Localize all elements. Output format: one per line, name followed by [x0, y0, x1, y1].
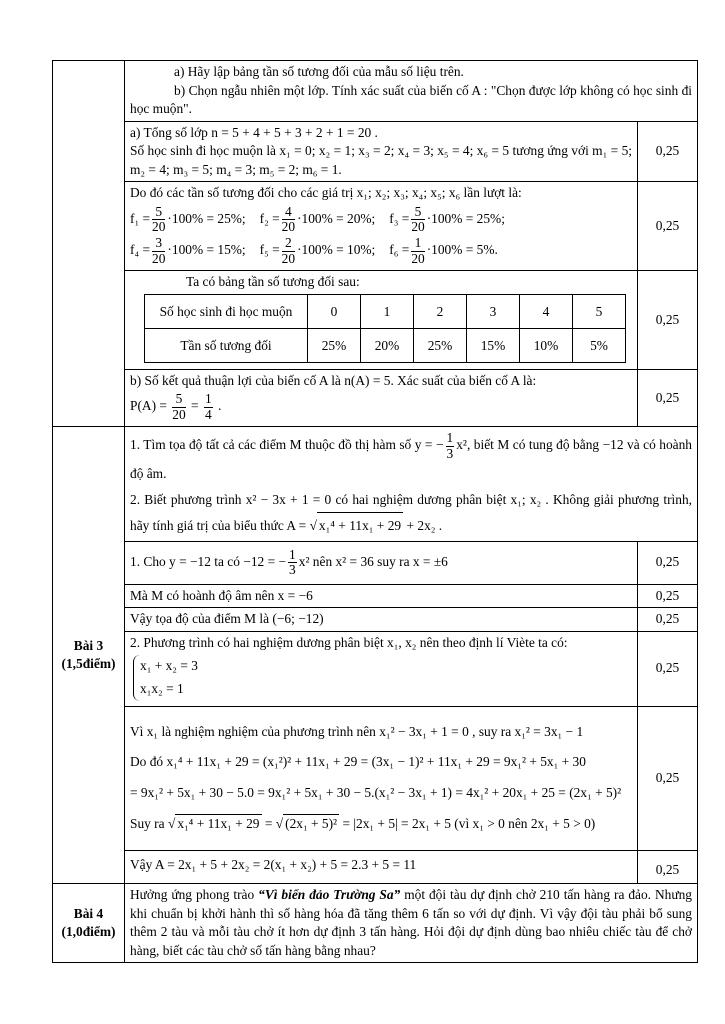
solution-cell: Vậy tọa độ của điểm M là (−6; −12)	[125, 608, 638, 632]
bai4-label-cell	[53, 884, 125, 963]
relative-frequency-formula	[389, 203, 505, 234]
formula-text: 1. Tìm tọa độ tất cả các điểm M thuộc đồ thị hàm số y = −	[130, 437, 444, 453]
numerator: 3	[152, 236, 165, 251]
fraction	[172, 392, 185, 422]
formula-text: f₆ =	[389, 242, 410, 258]
denominator: 4	[204, 406, 212, 422]
fraction	[152, 236, 165, 266]
problem-label: Bài 3	[73, 637, 104, 653]
sqrt-expression: √ x₁⁴ + 11x₁ + 29	[168, 816, 262, 831]
question-part-1	[130, 431, 692, 486]
freq-cell: 25%	[308, 328, 361, 362]
question-cell	[125, 61, 698, 122]
campaign-name: “Vì biển đảo Trường Sa”	[258, 887, 401, 903]
freq-cell: 5%	[573, 328, 626, 362]
solution-text: b) Số kết quả thuận lợi của biến cố A là n(A) = 5. Xác suất của biến cố A là:	[130, 372, 537, 388]
numerator: 5	[172, 392, 185, 407]
formula-text: f₄ =	[130, 242, 151, 258]
formula-text: f₂ =	[259, 210, 280, 226]
score-cell: 0,25	[638, 121, 698, 182]
numerator: 1	[446, 430, 454, 446]
question-row	[53, 427, 698, 541]
bai3-label-cell	[53, 427, 125, 884]
sqrt-radicand: x₁⁴ + 11x₁ + 29	[175, 814, 261, 834]
numerator: 4	[282, 205, 295, 220]
score-cell: 0,25	[638, 369, 698, 426]
relative-frequency-formula	[259, 203, 376, 234]
denominator: 20	[281, 218, 296, 234]
score-cell: 0,25	[638, 631, 698, 706]
question-row	[53, 884, 698, 963]
freq-cell: 15%	[467, 328, 520, 362]
formula-text: f₃ =	[389, 210, 410, 226]
formula-text: ·100% = 25%;	[426, 210, 505, 226]
fraction	[204, 392, 213, 422]
formula-row	[130, 205, 632, 235]
numerator: 5	[411, 205, 424, 220]
freq-row-values	[145, 294, 626, 328]
freq-row-percent	[145, 328, 626, 362]
denominator: 20	[152, 218, 166, 234]
fraction	[282, 236, 295, 266]
question-part-2	[130, 487, 692, 539]
formula-text: một đội tàu dự định chở 210 tấn hàng ra đảo. Nhưng khi chuẩn bị khởi hành thì số hàng hóa đã tăng thêm 6 tấn so với dự định. Vì vậy đội tàu phải bổ sung thêm 2 tàu và mỗi tàu chở ít hơn dự định 3 tấn hàng. Hỏi đội dự định dùng bao nhiêu chiếc tàu để chở hàng, biết các tàu chở số tấn hàng bằng nhau?	[130, 887, 692, 958]
solution-row	[53, 182, 698, 271]
question-part-a: a) Hãy lập bảng tần số tương đối của mẫu số liệu trên.	[174, 64, 464, 79]
fraction	[446, 431, 455, 461]
solution-row	[53, 631, 698, 706]
problem-points: (1,5điểm)	[61, 656, 116, 672]
solution-text: a) Tổng số lớp n = 5 + 4 + 5 + 3 + 2 + 1 = 20 .	[130, 124, 378, 140]
solution-row	[53, 541, 698, 584]
sqrt-expression: √ x₁⁴ + 11x₁ + 29	[310, 518, 404, 533]
question-part-b: b) Chọn ngẫu nhiên một lớp. Tính xác suất của biến cố A : "Chọn được lớp không có học sinh đi học muộn".	[130, 82, 692, 116]
solution-cell	[125, 706, 638, 850]
sqrt-radicand: (2x₁ + 5)²	[283, 814, 339, 834]
formula-text: x² nên x² = 36 suy ra x = ±6	[298, 553, 448, 569]
solution-cell: Mà M có hoành độ âm nên x = −6	[125, 584, 638, 608]
solution-cell	[125, 631, 638, 706]
numerator: 1	[411, 236, 424, 251]
freq-cell: 2	[414, 294, 467, 328]
numerator: 1	[204, 391, 212, 407]
score-cell: 0,25	[638, 271, 698, 370]
score-cell: 0,25	[638, 850, 698, 884]
denominator: 3	[446, 445, 454, 461]
formula-text: x², biết M có tung độ bằng −12 và có hoành độ âm.	[130, 437, 692, 482]
solution-cell	[125, 541, 638, 584]
numerator: 1	[289, 546, 296, 562]
formula-text: f₅ =	[259, 242, 280, 258]
relative-frequency-formula	[130, 203, 246, 234]
question-cell	[125, 884, 698, 963]
freq-cell: 10%	[520, 328, 573, 362]
freq-cell: 1	[361, 294, 414, 328]
formula-text: ·100% = 25%;	[167, 210, 246, 226]
denominator: 20	[152, 250, 166, 266]
problem-points: (1,0điểm)	[61, 924, 116, 940]
freq-cell: 5	[573, 294, 626, 328]
fraction	[411, 205, 424, 235]
solution-row	[53, 584, 698, 608]
freq-cell: 20%	[361, 328, 414, 362]
formula-text: .	[218, 398, 222, 414]
score-cell: 0,25	[638, 182, 698, 271]
solution-row	[53, 608, 698, 632]
solution-row	[53, 271, 698, 370]
numerator: 5	[152, 205, 165, 220]
score-cell: 0,25	[638, 541, 698, 584]
problem-label: Bài 4	[73, 905, 104, 921]
relative-frequency-formulas	[130, 205, 632, 267]
freq-header: Số học sinh đi học muộn	[145, 294, 308, 328]
freq-header: Tần số tương đối	[145, 328, 308, 362]
solution-cell	[125, 182, 638, 271]
answer-key-table	[52, 60, 698, 963]
solution-text	[130, 814, 632, 834]
answer-key-sheet	[52, 60, 697, 963]
fraction	[411, 236, 424, 266]
formula-text: f₁ =	[130, 210, 151, 226]
denominator: 20	[172, 406, 186, 422]
formula-text: ·100% = 20%;	[297, 210, 376, 226]
solution-row	[53, 850, 698, 884]
solution-text: 2. Phương trình có hai nghiệm dương phân biệt x₁, x₂ nên theo định lí Viète ta có:	[130, 634, 568, 650]
formula-text: ·100% = 10%;	[297, 242, 376, 258]
solution-row	[53, 121, 698, 182]
solution-text: Ta có bảng tần số tương đối sau:	[186, 274, 360, 290]
score-cell: 0,25	[638, 706, 698, 850]
formula-text: =	[191, 398, 199, 414]
question-row	[53, 61, 698, 122]
formula-text: P(A) =	[130, 398, 167, 414]
relative-frequency-formula	[389, 235, 498, 266]
question-cell	[125, 427, 698, 541]
formula-text: ·100% = 15%;	[167, 242, 246, 258]
solution-cell: Vậy A = 2x₁ + 5 + 2x₂ = 2(x₁ + x₂) + 5 = 2.3 + 5 = 11	[125, 850, 638, 884]
formula-text: 2. Biết phương trình x² − 3x + 1 = 0 có hai nghiệm dương phân biệt x₁; x₂ . Không giải phương trình, hãy tính giá trị của biểu thức A =	[130, 491, 692, 534]
solution-text: Số học sinh đi học muộn là x₁ = 0; x₂ = 1; x₃ = 2; x₄ = 3; x₅ = 4; x₆ = 5 tương ứng với m₁ = 5; m₂ = 4; m₃ = 5; m₄ = 3; m₅ = 2; m₆ = 1.	[130, 143, 632, 177]
relative-frequency-table	[144, 294, 626, 363]
formula-text: ·100% = 5%.	[426, 242, 498, 258]
solution-cell	[125, 369, 638, 426]
relative-frequency-formula	[259, 235, 376, 266]
relative-frequency-formula	[130, 235, 246, 266]
freq-cell: 3	[467, 294, 520, 328]
solution-row	[53, 706, 698, 850]
solution-text: Do đó x₁⁴ + 11x₁ + 29 = (x₁²)² + 11x₁ + 29 = (3x₁ − 1)² + 11x₁ + 29 = 9x₁² + 5x₁ + 30	[130, 754, 586, 770]
sqrt-expression: √ (2x₁ + 5)²	[276, 816, 339, 831]
formula-text: + 2x₂ .	[406, 518, 443, 534]
solution-cell	[125, 271, 638, 370]
equation: x₁x₂ = 1	[140, 680, 184, 696]
denominator: 20	[281, 250, 296, 266]
probability-formula	[130, 392, 632, 422]
formula-text: 1. Cho y = −12 ta có −12 = −	[130, 553, 287, 569]
formula-text: = |2x₁ + 5| = 2x₁ + 5 (vì x₁ > 0 nên 2x₁ + 5 > 0)	[342, 816, 596, 832]
bai2-label-cell	[53, 61, 125, 427]
solution-text: Do đó các tần số tương đối cho các giá trị x₁; x₂; x₃; x₄; x₅; x₆ lần lượt là:	[130, 185, 522, 200]
sqrt-radicand: x₁⁴ + 11x₁ + 29	[317, 512, 403, 538]
score-cell: 0,25	[638, 608, 698, 632]
formula-text: Hưởng ứng phong trào	[130, 887, 255, 903]
freq-cell: 4	[520, 294, 573, 328]
denominator: 20	[411, 250, 425, 266]
formula-text: =	[264, 816, 273, 832]
solution-cell	[125, 121, 638, 182]
formula-text: Suy ra	[130, 816, 165, 832]
formula-row	[130, 236, 632, 266]
score-cell: 0,25	[638, 584, 698, 608]
freq-cell: 0	[308, 294, 361, 328]
denominator: 20	[411, 218, 425, 234]
numerator: 2	[282, 236, 295, 251]
solution-text: = 9x₁² + 5x₁ + 30 − 5.0 = 9x₁² + 5x₁ + 30 − 5.(x₁² − 3x₁ + 1) = 4x₁² + 20x₁ + 25 = (2x₁ + 5)²	[130, 784, 622, 800]
fraction	[282, 205, 295, 235]
freq-cell: 25%	[414, 328, 467, 362]
equation: x₁ + x₂ = 3	[140, 658, 198, 674]
denominator: 3	[289, 562, 296, 578]
equation-system	[133, 655, 198, 701]
fraction	[152, 205, 165, 235]
fraction	[288, 548, 297, 578]
solution-row	[53, 369, 698, 426]
solution-text: Vì x₁ là nghiệm nghiệm của phương trình nên x₁² − 3x₁ + 1 = 0 , suy ra x₁² = 3x₁ − 1	[130, 723, 584, 739]
